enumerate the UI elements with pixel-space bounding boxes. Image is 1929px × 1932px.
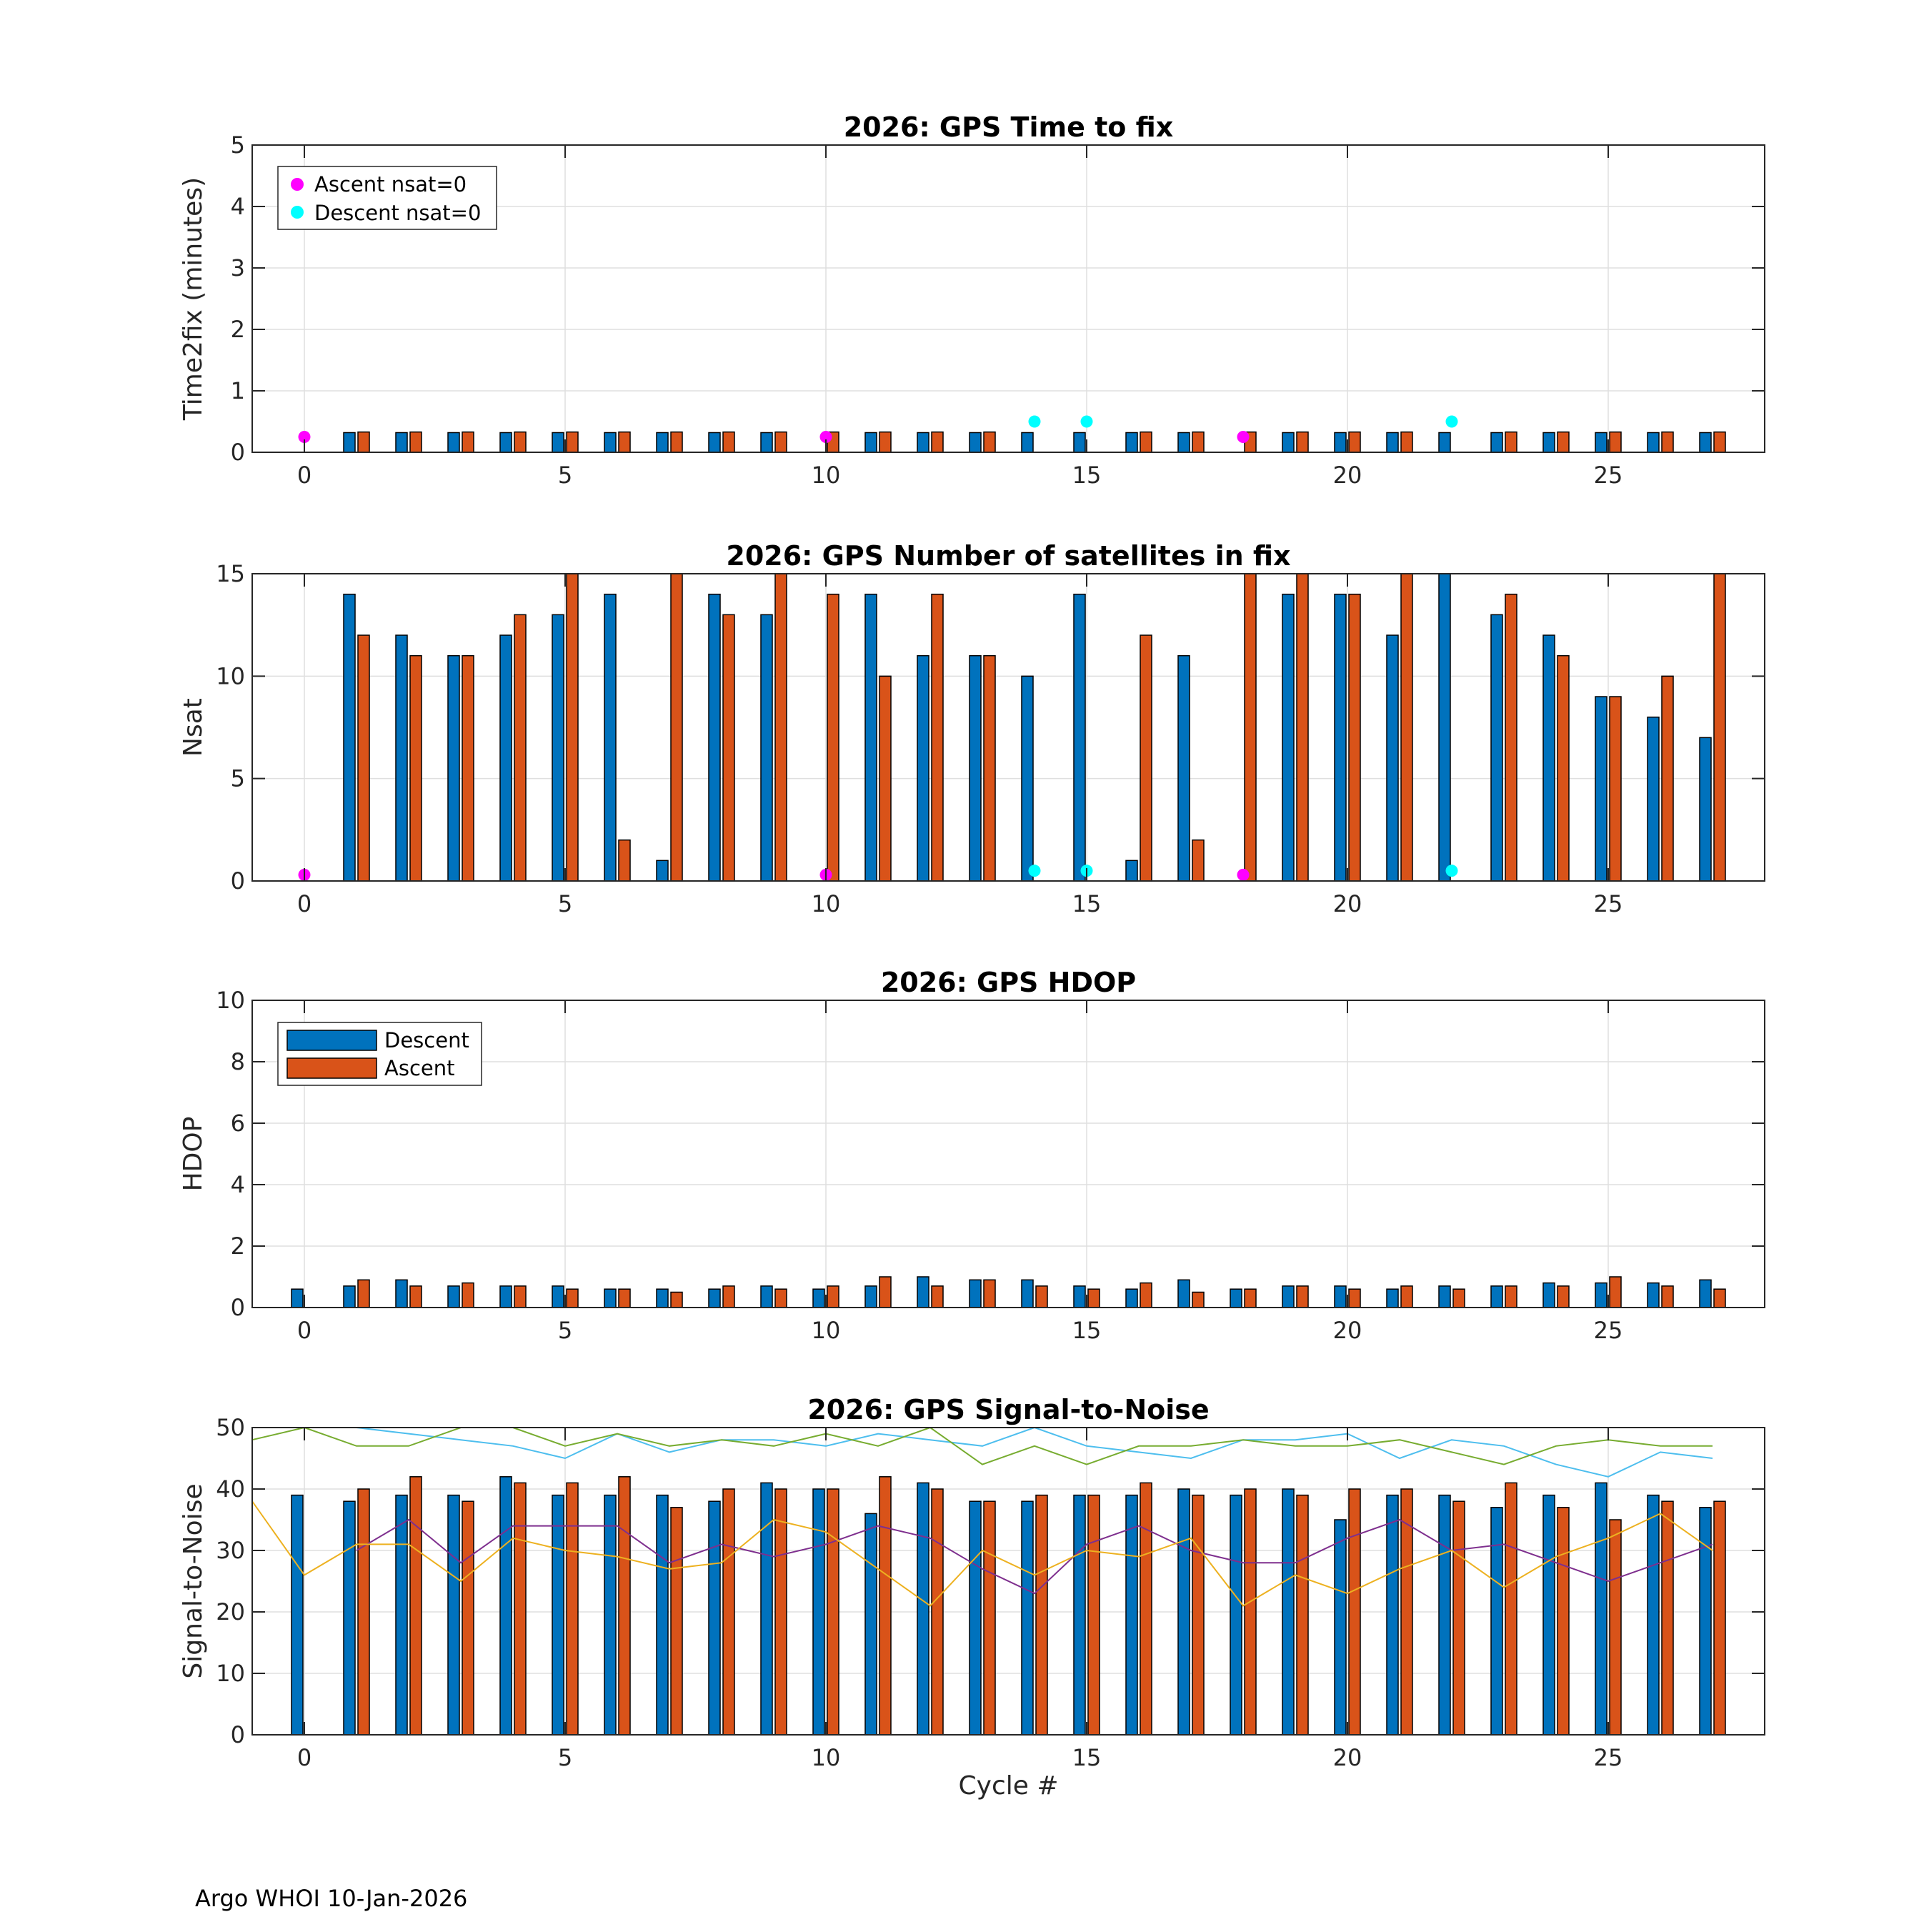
descent-bar bbox=[1700, 1508, 1711, 1735]
ascent-bar bbox=[723, 432, 734, 452]
ascent-bar bbox=[1401, 432, 1412, 452]
ascent-bar bbox=[1140, 432, 1152, 452]
x-tick-label: 5 bbox=[557, 1317, 573, 1344]
descent-bar bbox=[1230, 1289, 1242, 1308]
ascent-bar bbox=[1505, 1286, 1517, 1308]
descent-bar bbox=[396, 635, 407, 881]
descent-bar bbox=[1074, 594, 1085, 881]
x-tick-label: 0 bbox=[296, 1744, 312, 1771]
legend-label-ascent-nsat0: Ascent nsat=0 bbox=[314, 172, 467, 196]
ascent-bar bbox=[1610, 432, 1621, 452]
ascent-bar bbox=[619, 840, 630, 881]
ascent-bar bbox=[932, 1286, 943, 1308]
legend bbox=[278, 166, 497, 229]
y-tick-label: 0 bbox=[230, 1721, 245, 1748]
descent-bar bbox=[1595, 1483, 1607, 1735]
descent-bar bbox=[657, 1495, 668, 1735]
x-tick-label: 0 bbox=[296, 462, 312, 489]
ascent-bar bbox=[1297, 432, 1308, 452]
descent-bar bbox=[1074, 1495, 1085, 1735]
ascent-bar bbox=[567, 432, 578, 452]
x-tick-label: 5 bbox=[557, 1744, 573, 1771]
y-axis-label: Time2fix (minutes) bbox=[179, 176, 208, 421]
ascent-bar bbox=[462, 432, 474, 452]
ascent-bar bbox=[567, 1289, 578, 1308]
ascent-bar bbox=[879, 1277, 891, 1308]
descent-bar bbox=[1648, 717, 1659, 881]
descent-bar bbox=[1335, 594, 1346, 881]
ascent-bar bbox=[1036, 1495, 1047, 1735]
ascent-bar bbox=[358, 1280, 369, 1308]
descent-bar bbox=[552, 1495, 564, 1735]
descent-bar bbox=[1335, 1286, 1346, 1308]
y-tick-label: 20 bbox=[216, 1598, 245, 1625]
descent-bar bbox=[604, 432, 616, 452]
descent-nsat0-marker bbox=[1446, 416, 1458, 428]
ascent-bar bbox=[1245, 1489, 1256, 1735]
descent-bar bbox=[917, 1277, 929, 1308]
ascent-bar bbox=[514, 614, 526, 881]
descent-bar bbox=[1439, 1286, 1450, 1308]
y-tick-label: 4 bbox=[230, 193, 245, 220]
descent-bar bbox=[344, 1286, 355, 1308]
ascent-bar bbox=[410, 1477, 422, 1735]
ascent-nsat0-marker bbox=[1237, 431, 1250, 443]
ascent-bar bbox=[879, 1477, 891, 1735]
descent-bar bbox=[500, 635, 512, 881]
descent-bar bbox=[1439, 1495, 1450, 1735]
descent-bar bbox=[1491, 432, 1502, 452]
legend-label-descent: Descent bbox=[384, 1028, 469, 1052]
descent-bar bbox=[1543, 635, 1555, 881]
ascent-bar bbox=[1297, 574, 1308, 881]
ascent-bar bbox=[984, 1501, 995, 1735]
descent-bar bbox=[1439, 432, 1450, 452]
ascent-bar bbox=[1662, 1501, 1673, 1735]
y-tick-label: 10 bbox=[216, 1660, 245, 1687]
descent-bar bbox=[1439, 574, 1450, 881]
ascent-bar bbox=[1401, 1286, 1412, 1308]
descent-bar bbox=[1022, 432, 1033, 452]
ascent-bar bbox=[879, 676, 891, 881]
ascent-bar bbox=[1505, 1483, 1517, 1735]
descent-bar bbox=[1595, 1283, 1607, 1308]
descent-bar bbox=[709, 432, 720, 452]
descent-bar bbox=[865, 594, 877, 881]
descent-bar bbox=[865, 1513, 877, 1735]
descent-bar bbox=[657, 432, 668, 452]
descent-bar bbox=[1491, 1286, 1502, 1308]
ascent-bar bbox=[1557, 1286, 1569, 1308]
descent-bar bbox=[1335, 1520, 1346, 1735]
descent-bar bbox=[1648, 1283, 1659, 1308]
descent-bar bbox=[1387, 1289, 1398, 1308]
descent-bar bbox=[1595, 697, 1607, 881]
descent-bar bbox=[604, 1495, 616, 1735]
ascent-bar bbox=[514, 1286, 526, 1308]
x-tick-label: 10 bbox=[811, 1744, 841, 1771]
descent-bar bbox=[1074, 1286, 1085, 1308]
ascent-bar bbox=[1088, 1495, 1100, 1735]
descent-bar bbox=[604, 594, 616, 881]
descent-nsat0-marker bbox=[1029, 416, 1041, 428]
ascent-bar bbox=[723, 1286, 734, 1308]
ascent-bar bbox=[1662, 432, 1673, 452]
chart-title: 2026: GPS HDOP bbox=[880, 967, 1137, 998]
descent-bar bbox=[1648, 1495, 1659, 1735]
descent-bar bbox=[1543, 1283, 1555, 1308]
x-tick-label: 5 bbox=[557, 890, 573, 917]
descent-bar bbox=[448, 432, 459, 452]
ascent-bar bbox=[1662, 676, 1673, 881]
ascent-bar bbox=[1140, 635, 1152, 881]
descent-bar bbox=[1543, 432, 1555, 452]
ascent-bar bbox=[1245, 1289, 1256, 1308]
x-tick-label: 15 bbox=[1072, 1317, 1102, 1344]
ascent-bar bbox=[932, 432, 943, 452]
y-tick-label: 2 bbox=[230, 316, 245, 343]
x-tick-label: 20 bbox=[1332, 1317, 1362, 1344]
y-tick-label: 5 bbox=[230, 765, 245, 792]
descent-bar bbox=[448, 1286, 459, 1308]
x-axis-label: Cycle # bbox=[958, 1771, 1059, 1801]
descent-bar bbox=[1282, 1286, 1294, 1308]
ascent-bar bbox=[1192, 1495, 1204, 1735]
x-tick-label: 25 bbox=[1593, 462, 1623, 489]
descent-bar bbox=[1126, 1495, 1137, 1735]
ascent-bar bbox=[1192, 1293, 1204, 1308]
y-tick-label: 6 bbox=[230, 1110, 245, 1137]
y-tick-label: 0 bbox=[230, 867, 245, 895]
ascent-bar bbox=[1245, 574, 1256, 881]
x-tick-label: 20 bbox=[1332, 890, 1362, 917]
legend-label-descent-nsat0: Descent nsat=0 bbox=[314, 201, 482, 225]
descent-bar bbox=[1126, 432, 1137, 452]
ascent-bar bbox=[775, 574, 787, 881]
y-axis-label: Signal-to-Noise bbox=[179, 1483, 208, 1679]
descent-bar bbox=[344, 1501, 355, 1735]
descent-bar bbox=[1595, 432, 1607, 452]
legend-ascent-swatch bbox=[287, 1058, 377, 1078]
descent-bar bbox=[1387, 1495, 1398, 1735]
descent-bar bbox=[1648, 432, 1659, 452]
descent-bar bbox=[1126, 860, 1137, 881]
descent-nsat0-marker bbox=[1029, 865, 1041, 877]
x-tick-label: 25 bbox=[1593, 1317, 1623, 1344]
descent-bar bbox=[917, 1483, 929, 1735]
y-tick-label: 15 bbox=[216, 560, 245, 587]
descent-bar bbox=[396, 1280, 407, 1308]
ascent-bar bbox=[932, 1489, 943, 1735]
ascent-bar bbox=[358, 432, 369, 452]
ascent-bar bbox=[1349, 594, 1360, 881]
descent-bar bbox=[291, 1495, 303, 1735]
ascent-bar bbox=[1557, 656, 1569, 881]
ascent-bar bbox=[984, 1280, 995, 1308]
ascent-bar bbox=[1036, 1286, 1047, 1308]
descent-bar bbox=[396, 1495, 407, 1735]
ascent-bar bbox=[1714, 1289, 1725, 1308]
ascent-bar bbox=[1140, 1483, 1152, 1735]
ascent-bar bbox=[1610, 1277, 1621, 1308]
y-tick-label: 5 bbox=[230, 131, 245, 159]
ascent-bar bbox=[358, 635, 369, 881]
descent-bar bbox=[970, 1280, 981, 1308]
y-tick-label: 4 bbox=[230, 1171, 245, 1198]
ascent-bar bbox=[827, 594, 839, 881]
descent-bar bbox=[970, 432, 981, 452]
ascent-bar bbox=[879, 432, 891, 452]
descent-bar bbox=[500, 432, 512, 452]
ascent-bar bbox=[671, 574, 682, 881]
descent-bar bbox=[448, 656, 459, 881]
descent-bar bbox=[1178, 1489, 1190, 1735]
y-tick-label: 10 bbox=[216, 987, 245, 1014]
descent-bar bbox=[970, 1501, 981, 1735]
ascent-bar bbox=[1505, 432, 1517, 452]
descent-bar bbox=[1282, 594, 1294, 881]
ascent-bar bbox=[1192, 432, 1204, 452]
x-tick-label: 25 bbox=[1593, 1744, 1623, 1771]
descent-bar bbox=[1126, 1289, 1137, 1308]
descent-bar bbox=[1022, 676, 1033, 881]
ascent-bar bbox=[775, 1489, 787, 1735]
ascent-bar bbox=[775, 1289, 787, 1308]
ascent-bar bbox=[358, 1489, 369, 1735]
descent-bar bbox=[865, 432, 877, 452]
descent-bar bbox=[1491, 1508, 1502, 1735]
descent-bar bbox=[1700, 432, 1711, 452]
descent-bar bbox=[1700, 737, 1711, 881]
y-tick-label: 0 bbox=[230, 439, 245, 466]
x-tick-label: 0 bbox=[296, 890, 312, 917]
ascent-bar bbox=[1557, 432, 1569, 452]
legend-label-ascent: Ascent bbox=[384, 1056, 455, 1080]
descent-bar bbox=[1282, 1489, 1294, 1735]
ascent-bar bbox=[1088, 1289, 1100, 1308]
ascent-bar bbox=[1610, 697, 1621, 881]
descent-bar bbox=[1335, 432, 1346, 452]
ascent-bar bbox=[1610, 1520, 1621, 1735]
y-tick-label: 8 bbox=[230, 1048, 245, 1075]
descent-bar bbox=[761, 614, 772, 881]
x-tick-label: 5 bbox=[557, 462, 573, 489]
ascent-bar bbox=[1349, 1489, 1360, 1735]
descent-bar bbox=[709, 594, 720, 881]
descent-bar bbox=[552, 432, 564, 452]
descent-bar bbox=[1491, 614, 1502, 881]
ascent-bar bbox=[775, 432, 787, 452]
descent-bar bbox=[761, 1483, 772, 1735]
ascent-bar bbox=[1714, 1501, 1725, 1735]
descent-bar bbox=[344, 594, 355, 881]
descent-bar bbox=[865, 1286, 877, 1308]
ascent-bar bbox=[723, 1489, 734, 1735]
ascent-bar bbox=[410, 656, 422, 881]
descent-bar bbox=[917, 432, 929, 452]
descent-bar bbox=[344, 432, 355, 452]
ascent-bar bbox=[462, 656, 474, 881]
ascent-bar bbox=[1297, 1495, 1308, 1735]
y-tick-label: 1 bbox=[230, 377, 245, 404]
descent-bar bbox=[657, 1289, 668, 1308]
ascent-bar bbox=[1505, 594, 1517, 881]
descent-bar bbox=[1178, 432, 1190, 452]
ascent-bar bbox=[1453, 1501, 1465, 1735]
descent-bar bbox=[1387, 432, 1398, 452]
descent-bar bbox=[552, 614, 564, 881]
y-axis-label: HDOP bbox=[179, 1116, 208, 1192]
x-tick-label: 20 bbox=[1332, 462, 1362, 489]
ascent-bar bbox=[671, 432, 682, 452]
descent-bar bbox=[552, 1286, 564, 1308]
descent-nsat0-marker bbox=[1081, 416, 1093, 428]
y-tick-label: 30 bbox=[216, 1537, 245, 1564]
x-tick-label: 20 bbox=[1332, 1744, 1362, 1771]
chart-title: 2026: GPS Time to fix bbox=[843, 111, 1174, 143]
descent-bar bbox=[709, 1501, 720, 1735]
ascent-bar bbox=[1401, 574, 1412, 881]
legend-ascent-nsat0-marker bbox=[291, 178, 304, 191]
ascent-bar bbox=[671, 1508, 682, 1735]
descent-bar bbox=[657, 860, 668, 881]
descent-bar bbox=[709, 1289, 720, 1308]
ascent-bar bbox=[1349, 1289, 1360, 1308]
ascent-bar bbox=[514, 1483, 526, 1735]
ascent-bar bbox=[932, 594, 943, 881]
legend bbox=[278, 1022, 482, 1085]
descent-bar bbox=[500, 1477, 512, 1735]
ascent-bar bbox=[619, 432, 630, 452]
descent-bar bbox=[1178, 1280, 1190, 1308]
descent-bar bbox=[761, 432, 772, 452]
y-tick-label: 40 bbox=[216, 1475, 245, 1503]
ascent-bar bbox=[984, 656, 995, 881]
descent-bar bbox=[448, 1495, 459, 1735]
descent-bar bbox=[813, 1289, 824, 1308]
y-tick-label: 0 bbox=[230, 1294, 245, 1321]
y-tick-label: 3 bbox=[230, 254, 245, 282]
ascent-bar bbox=[619, 1289, 630, 1308]
ascent-bar bbox=[462, 1501, 474, 1735]
footer-text: Argo WHOI 10-Jan-2026 bbox=[195, 1885, 468, 1912]
x-tick-label: 15 bbox=[1072, 462, 1102, 489]
descent-bar bbox=[761, 1286, 772, 1308]
descent-bar bbox=[604, 1289, 616, 1308]
x-tick-label: 10 bbox=[811, 462, 841, 489]
ascent-bar bbox=[1192, 840, 1204, 881]
descent-bar bbox=[1022, 1280, 1033, 1308]
y-tick-label: 10 bbox=[216, 662, 245, 690]
legend-descent-swatch bbox=[287, 1030, 377, 1050]
ascent-bar bbox=[984, 432, 995, 452]
ascent-bar bbox=[1297, 1286, 1308, 1308]
descent-bar bbox=[1230, 1495, 1242, 1735]
x-tick-label: 15 bbox=[1072, 1744, 1102, 1771]
descent-bar bbox=[1074, 432, 1085, 452]
ascent-bar bbox=[1714, 432, 1725, 452]
ascent-bar bbox=[567, 574, 578, 881]
ascent-nsat0-marker bbox=[1237, 869, 1250, 881]
ascent-bar bbox=[671, 1293, 682, 1308]
descent-bar bbox=[500, 1286, 512, 1308]
descent-bar bbox=[396, 432, 407, 452]
x-tick-label: 0 bbox=[296, 1317, 312, 1344]
y-tick-label: 2 bbox=[230, 1233, 245, 1260]
descent-bar bbox=[1543, 1495, 1555, 1735]
descent-bar bbox=[1700, 1280, 1711, 1308]
legend-descent-nsat0-marker bbox=[291, 206, 304, 219]
ascent-bar bbox=[619, 1477, 630, 1735]
ascent-bar bbox=[1557, 1508, 1569, 1735]
x-tick-label: 10 bbox=[811, 1317, 841, 1344]
ascent-bar bbox=[1714, 574, 1725, 881]
x-tick-label: 10 bbox=[811, 890, 841, 917]
descent-bar bbox=[1282, 432, 1294, 452]
x-tick-label: 15 bbox=[1072, 890, 1102, 917]
ascent-bar bbox=[514, 432, 526, 452]
ascent-bar bbox=[827, 1489, 839, 1735]
ascent-bar bbox=[567, 1483, 578, 1735]
ascent-bar bbox=[1662, 1286, 1673, 1308]
descent-bar bbox=[1387, 635, 1398, 881]
chart-title: 2026: GPS Number of satellites in fix bbox=[726, 540, 1291, 572]
descent-nsat0-marker bbox=[1446, 865, 1458, 877]
ascent-bar bbox=[1349, 432, 1360, 452]
chart-title: 2026: GPS Signal-to-Noise bbox=[807, 1394, 1210, 1425]
x-tick-label: 25 bbox=[1593, 890, 1623, 917]
descent-bar bbox=[1178, 656, 1190, 881]
ascent-bar bbox=[410, 1286, 422, 1308]
descent-bar bbox=[917, 656, 929, 881]
ascent-bar bbox=[827, 1286, 839, 1308]
descent-bar bbox=[970, 656, 981, 881]
ascent-bar bbox=[723, 614, 734, 881]
ascent-bar bbox=[1453, 1289, 1465, 1308]
ascent-bar bbox=[462, 1283, 474, 1308]
y-axis-label: Nsat bbox=[179, 698, 208, 757]
descent-bar bbox=[813, 1489, 824, 1735]
ascent-bar bbox=[1140, 1283, 1152, 1308]
descent-bar bbox=[1022, 1501, 1033, 1735]
ascent-bar bbox=[410, 432, 422, 452]
descent-bar bbox=[291, 1289, 303, 1308]
y-tick-label: 50 bbox=[216, 1414, 245, 1441]
